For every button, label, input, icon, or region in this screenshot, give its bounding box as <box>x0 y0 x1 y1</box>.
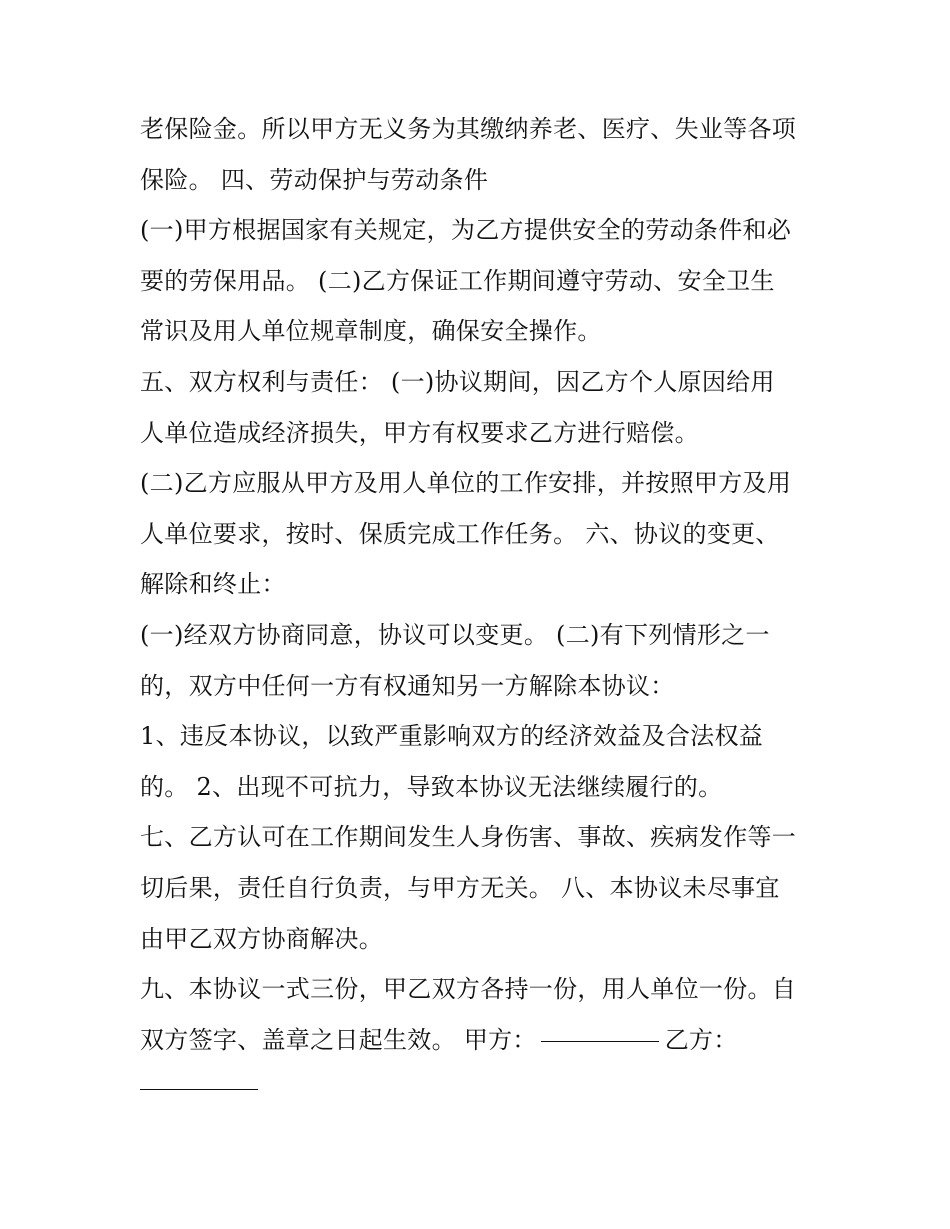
signature-line <box>140 1015 840 1066</box>
text-line: (二)乙方应服从甲方及用人单位的工作安排，并按照甲方及用 <box>140 469 792 498</box>
text-line: 五、双方权利与责任： (一)协议期间，因乙方个人原因给用 <box>140 367 775 396</box>
text-line: 的。 2、出现不可抗力，导致本协议无法继续履行的。 <box>140 772 723 801</box>
signature-prefix: 双方签字、盖章之日起生效。 甲方： <box>140 1025 537 1054</box>
signature-blank-line <box>140 1065 840 1116</box>
text-line: 人单位造成经济损失，甲方有权要求乙方进行赔偿。 <box>140 418 699 447</box>
text-line: 1、违反本协议，以致严重影响双方的经济效益及合法权益 <box>140 722 764 751</box>
text-line: 九、本协议一式三份，甲乙双方各持一份，用人单位一份。自 <box>140 975 797 1004</box>
text-line: 要的劳保用品。 (二)乙方保证工作期间遵守劳动、安全卫生 <box>140 266 775 295</box>
text-line: 由甲乙双方协商解决。 <box>140 924 383 953</box>
text-line: 常识及用人单位规章制度，确保安全操作。 <box>140 317 602 346</box>
party-b-signature-blank <box>140 1059 258 1090</box>
text-line: 保险。 四、劳动保护与劳动条件 <box>140 165 489 194</box>
text-line: (一)经双方协商同意，协议可以变更。 (二)有下列情形之一 <box>140 620 770 649</box>
text-line: 的，双方中任何一方有权通知另一方解除本协议： <box>140 671 675 700</box>
text-line: 老保险金。所以甲方无义务为其缴纳养老、医疗、失业等各项 <box>140 115 797 143</box>
text-line: 切后果，责任自行负责，与甲方无关。 八、本协议未尽事宜 <box>140 873 780 902</box>
text-line: 人单位要求，按时、保质完成工作任务。 六、协议的变更、 <box>140 519 780 548</box>
text-line: 七、乙方认可在工作期间发生人身伤害、事故、疾病发作等一 <box>140 823 797 852</box>
party-b-label: 乙方： <box>664 1025 738 1054</box>
party-a-signature-blank <box>541 1011 659 1042</box>
text-line: 解除和终止： <box>140 570 286 599</box>
agreement-body <box>140 104 840 1116</box>
text-line: (一)甲方根据国家有关规定，为乙方提供安全的劳动条件和必 <box>140 216 792 245</box>
